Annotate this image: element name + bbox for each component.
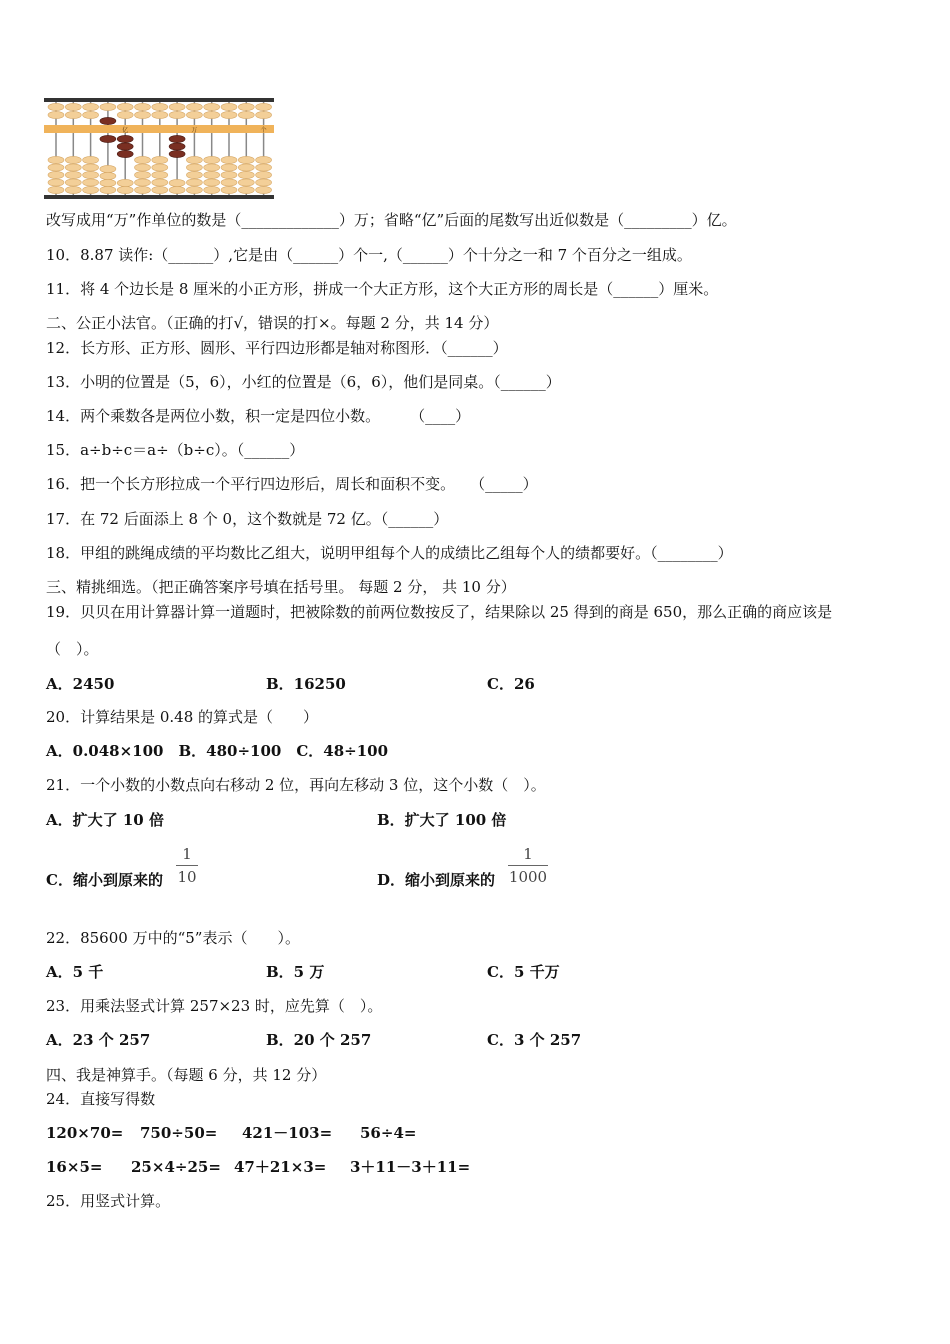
abacus-bead bbox=[169, 135, 185, 142]
abacus-bead bbox=[152, 103, 168, 110]
abacus-place-label: 亿 bbox=[122, 127, 129, 134]
abacus-bead bbox=[186, 164, 202, 171]
section-3-heading: 三、精挑细选。（把正确答案序号填在括号里。 每题 2 分， 共 10 分） bbox=[46, 578, 516, 596]
abacus-bead bbox=[135, 179, 151, 186]
abacus-bead bbox=[152, 171, 168, 178]
calc-item: 56÷4= bbox=[360, 1124, 417, 1142]
abacus-bead bbox=[221, 179, 237, 186]
abacus-bead bbox=[83, 179, 99, 186]
abacus-bead bbox=[204, 111, 220, 118]
q21-option-c: C．缩小到原来的 bbox=[46, 871, 163, 889]
abacus-bead bbox=[100, 172, 116, 179]
abacus-bead bbox=[238, 186, 254, 193]
abacus-place-label: 个 bbox=[260, 127, 267, 134]
abacus-bead bbox=[117, 143, 133, 150]
abacus-bead bbox=[256, 186, 272, 193]
question-20: 20．计算结果是 0.48 的算式是（ ） bbox=[46, 708, 319, 726]
q23-option-c: C．3 个 257 bbox=[487, 1031, 582, 1049]
q22-option-c: C．5 千万 bbox=[487, 963, 560, 981]
section-4-heading: 四、我是神算手。（每题 6 分，共 12 分） bbox=[46, 1066, 327, 1084]
abacus-bead bbox=[117, 179, 133, 186]
abacus-bead bbox=[186, 171, 202, 178]
abacus-bead bbox=[256, 111, 272, 118]
abacus-bead bbox=[221, 171, 237, 178]
q23-option-b: B．20 个 257 bbox=[266, 1031, 372, 1049]
abacus-bead bbox=[83, 186, 99, 193]
abacus-bead bbox=[204, 171, 220, 178]
abacus-bead bbox=[238, 111, 254, 118]
abacus-bead bbox=[100, 117, 116, 124]
abacus-bead bbox=[169, 111, 185, 118]
abacus-bead bbox=[186, 179, 202, 186]
abacus-bead bbox=[238, 179, 254, 186]
calc-item: 47＋21×3= bbox=[234, 1158, 327, 1176]
abacus-bead bbox=[238, 156, 254, 163]
abacus-bead bbox=[100, 103, 116, 110]
abacus-bead bbox=[65, 164, 81, 171]
q21-option-c-fraction bbox=[176, 845, 198, 886]
abacus-bead bbox=[169, 103, 185, 110]
abacus-bead bbox=[204, 186, 220, 193]
abacus-bead bbox=[48, 171, 64, 178]
question-17: 17．在 72 后面添上 8 个 0，这个数就是 72 亿。（______） bbox=[46, 510, 449, 528]
q22-option-b: B．5 万 bbox=[266, 963, 325, 981]
abacus-bead bbox=[152, 111, 168, 118]
q19-option-c: C．26 bbox=[487, 675, 535, 693]
abacus-bead bbox=[221, 103, 237, 110]
abacus-bead bbox=[204, 179, 220, 186]
fraction-denominator: 10 bbox=[177, 868, 197, 886]
calc-item: 25×4÷25= bbox=[131, 1158, 221, 1176]
abacus-bead bbox=[204, 164, 220, 171]
abacus-bead bbox=[48, 111, 64, 118]
fraction-bar bbox=[508, 865, 548, 866]
abacus-bead bbox=[65, 171, 81, 178]
abacus-bead bbox=[48, 103, 64, 110]
question-12: 12．长方形、正方形、圆形、平行四边形都是轴对称图形．（______） bbox=[46, 339, 508, 357]
abacus-bead bbox=[65, 186, 81, 193]
abacus-bead bbox=[221, 156, 237, 163]
q23-option-a: A．23 个 257 bbox=[46, 1031, 151, 1049]
calc-item: 3＋11－3＋11= bbox=[350, 1158, 471, 1176]
question-9-tail: 改写成用“万”作单位的数是（_____________）万；省略“亿”后面的尾数写出近似数是（_________）亿。 bbox=[46, 211, 737, 229]
abacus-bead bbox=[256, 103, 272, 110]
abacus-bead bbox=[152, 156, 168, 163]
abacus-bead bbox=[238, 103, 254, 110]
question-13: 13．小明的位置是（5，6），小红的位置是（6，6），他们是同桌。（______） bbox=[46, 373, 561, 391]
abacus-bead bbox=[169, 186, 185, 193]
abacus-bead bbox=[100, 165, 116, 172]
abacus-bead bbox=[83, 171, 99, 178]
calc-item: 120×70= bbox=[46, 1124, 124, 1142]
abacus-bead bbox=[100, 186, 116, 193]
q21-option-b: B．扩大了 100 倍 bbox=[377, 811, 507, 829]
question-19-line-2: （ ）。 bbox=[46, 640, 99, 658]
abacus-bead bbox=[135, 156, 151, 163]
abacus-bead bbox=[169, 150, 185, 157]
calc-item: 750÷50= bbox=[140, 1124, 218, 1142]
abacus-bead bbox=[48, 179, 64, 186]
abacus-bead bbox=[83, 111, 99, 118]
abacus-bead bbox=[65, 103, 81, 110]
q22-option-a: A．5 千 bbox=[46, 963, 104, 981]
calc-item: 421－103= bbox=[242, 1124, 333, 1142]
abacus-bead bbox=[169, 179, 185, 186]
abacus-bead bbox=[117, 150, 133, 157]
question-15: 15．a÷b÷c＝a÷（b÷c）。（______） bbox=[46, 441, 305, 459]
question-24: 24．直接写得数 bbox=[46, 1090, 156, 1108]
abacus-bead bbox=[238, 171, 254, 178]
abacus-bead bbox=[117, 103, 133, 110]
abacus-bead bbox=[186, 156, 202, 163]
abacus-bead bbox=[204, 156, 220, 163]
q21-option-d-fraction bbox=[508, 845, 548, 886]
abacus-bead bbox=[186, 111, 202, 118]
abacus-bead bbox=[152, 164, 168, 171]
fraction-numerator: 1 bbox=[182, 845, 192, 863]
fraction-denominator: 1000 bbox=[508, 868, 548, 886]
question-21: 21．一个小数的小数点向右移动 2 位，再向左移动 3 位，这个小数（ ）。 bbox=[46, 776, 546, 794]
abacus-bead bbox=[48, 164, 64, 171]
abacus-bead bbox=[117, 135, 133, 142]
abacus-bead bbox=[65, 111, 81, 118]
abacus-bead bbox=[256, 179, 272, 186]
q21-option-d: D．缩小到原来的 bbox=[377, 871, 496, 889]
abacus-bottom-frame bbox=[44, 195, 274, 199]
question-11: 11．将 4 个边长是 8 厘米的小正方形，拼成一个大正方形，这个大正方形的周长是（______）厘米。 bbox=[46, 280, 719, 298]
fraction-bar bbox=[176, 865, 198, 866]
abacus-bead bbox=[48, 186, 64, 193]
abacus-bead bbox=[83, 156, 99, 163]
question-19-line-1: 19．贝贝在用计算器计算一道题时，把被除数的前两位数按反了，结果除以 25 得到的商是 650，那么正确的商应该是 bbox=[46, 603, 833, 621]
abacus-bead bbox=[83, 103, 99, 110]
abacus-bead bbox=[186, 186, 202, 193]
fraction-numerator: 1 bbox=[523, 845, 533, 863]
calc-item: 16×5= bbox=[46, 1158, 103, 1176]
abacus-image bbox=[44, 98, 276, 200]
abacus-bead bbox=[117, 186, 133, 193]
abacus-bead bbox=[169, 143, 185, 150]
abacus-bead bbox=[65, 179, 81, 186]
abacus-bead bbox=[135, 111, 151, 118]
question-23: 23．用乘法竖式计算 257×23 时，应先算（ ）。 bbox=[46, 997, 383, 1015]
abacus-bead bbox=[221, 186, 237, 193]
question-22: 22．85600 万中的“5”表示（ ）。 bbox=[46, 929, 300, 947]
abacus-bead bbox=[48, 156, 64, 163]
abacus-top-frame bbox=[44, 98, 274, 102]
q19-option-a: A．2450 bbox=[46, 675, 115, 693]
abacus-bead bbox=[238, 164, 254, 171]
q20-options: A．0.048×100 B．480÷100 C．48÷100 bbox=[46, 742, 389, 760]
abacus-bead bbox=[65, 156, 81, 163]
question-10: 10．8.87 读作:（______）,它是由（______）个一,（______）个十分之一和 7 个百分之一组成。 bbox=[46, 246, 692, 264]
abacus-bead bbox=[152, 186, 168, 193]
abacus-bead bbox=[152, 179, 168, 186]
abacus-bead bbox=[100, 135, 116, 142]
abacus-bead bbox=[83, 164, 99, 171]
abacus-bead bbox=[256, 156, 272, 163]
abacus-bead bbox=[135, 186, 151, 193]
abacus-bead bbox=[135, 103, 151, 110]
abacus-bead bbox=[221, 164, 237, 171]
q19-option-b: B．16250 bbox=[266, 675, 346, 693]
abacus-bead bbox=[135, 171, 151, 178]
abacus-bead bbox=[135, 164, 151, 171]
abacus-bead bbox=[221, 111, 237, 118]
abacus-bead bbox=[204, 103, 220, 110]
abacus-beam bbox=[44, 125, 274, 133]
abacus-bead bbox=[117, 111, 133, 118]
abacus-bead bbox=[256, 164, 272, 171]
abacus-bead bbox=[256, 171, 272, 178]
question-18: 18．甲组的跳绳成绩的平均数比乙组大，说明甲组每个人的成绩比乙组每个人的绩都要好。（________） bbox=[46, 544, 733, 562]
abacus-place-label: 万 bbox=[191, 127, 198, 134]
question-25: 25．用竖式计算。 bbox=[46, 1192, 171, 1210]
section-2-heading: 二、公正小法官。（正确的打√，错误的打×。每题 2 分，共 14 分） bbox=[46, 314, 499, 332]
question-14: 14．两个乘数各是两位小数，积一定是四位小数。 （____） bbox=[46, 407, 471, 425]
abacus-bead bbox=[100, 179, 116, 186]
abacus-bead bbox=[186, 103, 202, 110]
question-16: 16．把一个长方形拉成一个平行四边形后，周长和面积不变。 （_____） bbox=[46, 475, 538, 493]
q21-option-a: A．扩大了 10 倍 bbox=[46, 811, 164, 829]
